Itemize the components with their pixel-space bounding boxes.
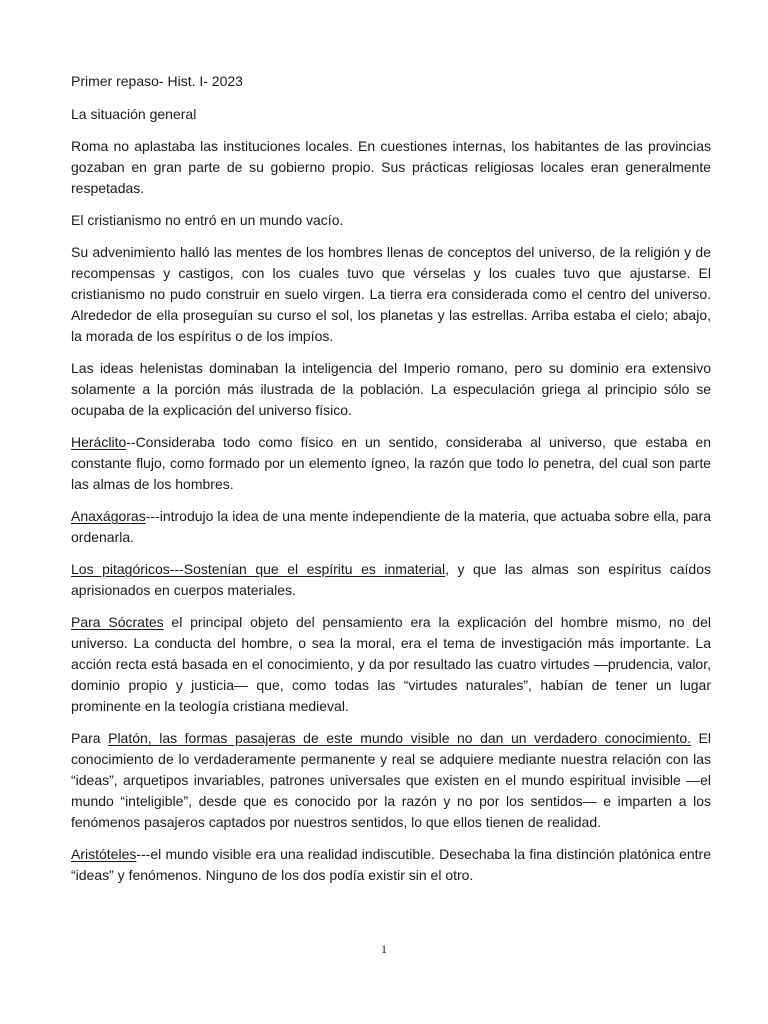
paragraph-roma: Roma no aplastaba las instituciones locales. En cuestiones internas, los habitantes de las provincias gozaban en gran parte de su gobierno propio. Sus prácticas religiosas locales eran generalmente respetadas. (71, 138, 711, 196)
aristoteles-name: Aristóteles (71, 846, 137, 862)
socrates-name: Para Sócrates (71, 614, 164, 630)
heraclito-name: Heráclito (71, 434, 127, 450)
paragraph-cristianismo: El cristianismo no entró en un mundo vacío. (71, 212, 344, 228)
paragraph-advenimiento: Su advenimiento halló las mentes de los hombres llenas de conceptos del universo, de la religión y de recompensas y castigos, con los cuales tuvo que vérselas y los cuales tuvo que ajustarse. El cristianismo no pudo construir en suelo virgen. La tierra era considerada como el centro del universo. Alrededor de ella proseguían su curso el sol, los planetas y las estrellas. Arriba estaba el cielo; abajo, la morada de los espíritus o de los impíos. (71, 244, 711, 344)
document-page (71, 71, 711, 897)
paragraph-socrates (71, 612, 711, 717)
section-heading: La situación general (71, 106, 197, 122)
paragraph-pitagoricos (71, 559, 711, 601)
anaxagoras-text: ---introdujo la idea de una mente independiente de la materia, que actuaba sobre ella, para ordenarla. (71, 508, 711, 545)
platon-prefix: Para (71, 730, 109, 746)
paragraph-ideas-helenistas: Las ideas helenistas dominaban la inteligencia del Imperio romano, pero su dominio era extensivo solamente a la porción más ilustrada de la población. La especulación griega al principio sólo se ocupaba de la explicación del universo físico. (71, 360, 711, 418)
pitagoricos-underlined: Los pitagóricos---Sostenían que el espíritu es inmaterial (71, 561, 446, 577)
paragraph-platon (71, 728, 711, 833)
page-number: 1 (381, 942, 387, 956)
document-title: Primer repaso- Hist. I- 2023 (71, 73, 243, 89)
pitagoricos-text: , y que las almas son espíritus caídos aprisionados en cuerpos materiales. (71, 561, 711, 598)
socrates-text: el principal objeto del pensamiento era la explicación del hombre mismo, no del universo. La conducta del hombre, o sea la moral, era el tema de investigación más importante. La acción recta está basada en el conocimiento, y da por resultado las cuatro virtudes —prudencia, valor, dominio propio y justicia— que, como todas las “virtudes naturales”, habían de tener un lugar prominente en la teología cristiana medieval. (71, 614, 711, 714)
paragraph-anaxagoras (71, 506, 711, 548)
aristoteles-text: ---el mundo visible era una realidad indiscutible. Desechaba la fina distinción platónica entre “ideas” y fenómenos. Ninguno de los dos podía existir sin el otro. (71, 846, 711, 883)
heraclito-text: --Consideraba todo como físico en un sentido, consideraba al universo, que estaba en constante flujo, como formado por un elemento ígneo, la razón que todo lo penetra, del cual son parte las almas de los hombres. (71, 434, 711, 492)
paragraph-heraclito (71, 432, 711, 495)
platon-text: El conocimiento de lo verdaderamente permanente y real se adquiere mediante nuestra relación con las “ideas”, arquetipos invariables, patrones universales que existen en el mundo espiritual invisible —el mundo “inteligible”, desde que es conocido por la razón y no por los sentidos— e imparten a los fenómenos pasajeros captados por nuestros sentidos, lo que ellos tienen de realidad. (71, 730, 712, 830)
anaxagoras-name: Anaxágoras (71, 508, 146, 524)
paragraph-aristoteles (71, 844, 711, 886)
platon-underlined: Platón, las formas pasajeras de este mundo visible no dan un verdadero conocimiento. (108, 730, 692, 746)
